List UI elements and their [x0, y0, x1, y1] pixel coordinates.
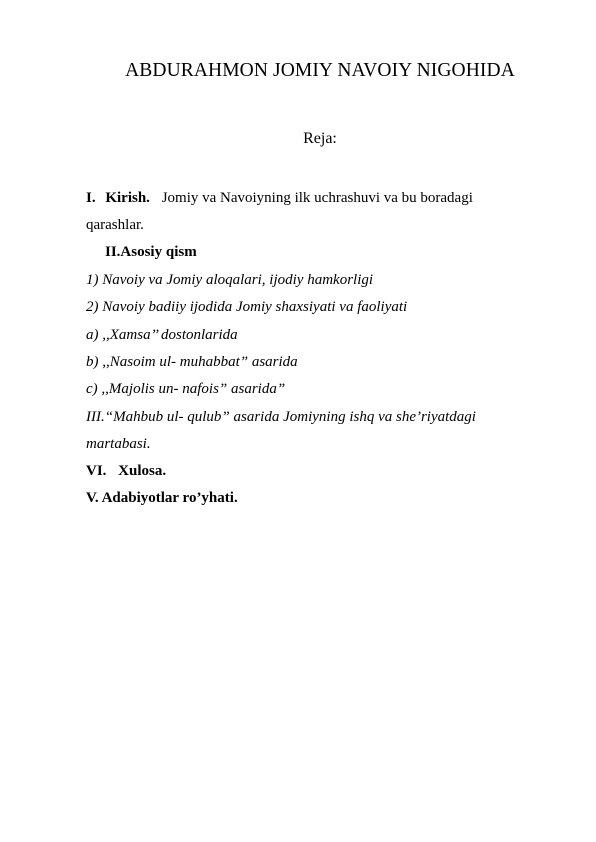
conclusion-numeral: VI.	[86, 463, 107, 479]
conclusion-heading: Xulosa.	[118, 463, 167, 479]
outline-intro-line	[86, 188, 473, 208]
main-item-c: c) ,,Majolis un- nafois” asarida”	[86, 381, 286, 397]
main-item-1: 1) Navoiy va Jomiy aloqalari, ijodiy hamkorligi	[86, 272, 374, 288]
third-section-continuation: martabasi.	[86, 436, 151, 452]
intro-heading: Kirish.	[105, 190, 150, 206]
intro-continuation: qarashlar.	[86, 217, 144, 233]
main-item-b: b) ,,Nasoim ul- muhabbat” asarida	[86, 354, 298, 370]
references-line: V. Adabiyotlar ro’yhati.	[86, 490, 238, 506]
intro-text: Jomiy va Navoiyning ilk uchrashuvi va bu boradagi	[161, 190, 473, 206]
main-item-2: 2) Navoiy badiiy ijodida Jomiy shaxsiyati va faoliyati	[86, 299, 408, 315]
third-section-line: III.“Mahbub ul- qulub” asarida Jomiyning ishq va she’riyatdagi	[86, 409, 476, 425]
conclusion-line	[86, 461, 166, 481]
intro-numeral: I.	[86, 190, 96, 206]
main-item-a: a) ,,Xamsa’’ dostonlarida	[86, 327, 238, 343]
plan-heading: Reja:	[303, 130, 337, 147]
main-section-heading: II.Asosiy qism	[105, 244, 197, 260]
document-title: ABDURAHMON JOMIY NAVOIY NIGOHIDA	[125, 60, 515, 81]
